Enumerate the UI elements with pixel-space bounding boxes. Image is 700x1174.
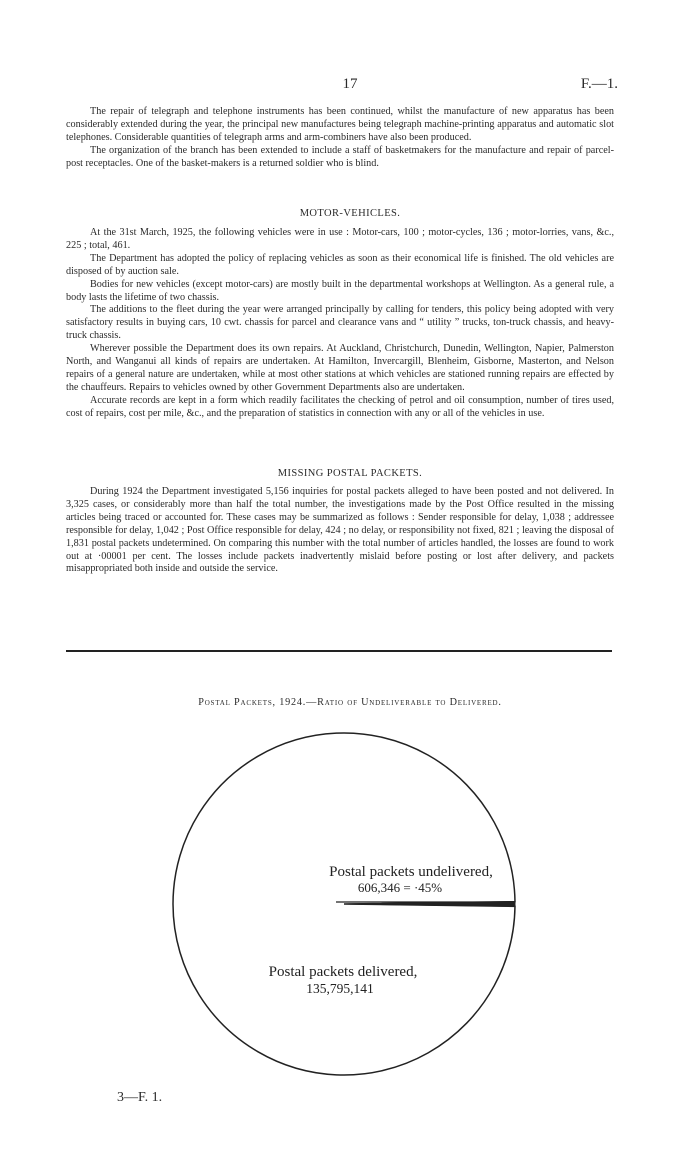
sheet-reference: 3—F. 1. (117, 1090, 163, 1105)
page-number: 17 (342, 76, 358, 92)
chart-title: Postal Packets, 1924.—Ratio of Undeliverable to Delivered. (198, 697, 502, 708)
paragraph: During 1924 the Department investigated 5,156 inquiries for postal packets alleged to have been posted and not delivered. In 3,325 cases, or considerably more than half the total number, the investigations made by the Post Office resulted in the missing articles being traced or accounted for. These cases may be summarized as follows : Sender responsible for delay, 1,038 ; addressee responsible for delay, 1,042 ; Post Office responsible for delay, 424 ; no delay, or responsibility not fixed, 821 ; leaving the disposal of 1,831 postal packets undetermined. On comparing this number with the total number of articles handled, the losses are found to work out at ·00001 per cent. The losses include packets inadvertently mislaid before posting or lost after delivery, and packets misappropriated both inside and outside the service. (66, 486, 614, 575)
paragraph: The repair of telegraph and telephone instruments has been continued, whilst the manufacture of new apparatus has been considerably extended during the year, the principal new manufactures being telegraph machine-printing apparatus and automatic slot telephones. Considerable quantities of telegraph arms and arm-combiners have also been produced. (66, 106, 614, 143)
undelivered-value: 606,346 = ·45% (357, 880, 443, 895)
delivered-value: 135,795,141 (306, 981, 374, 996)
paragraph: The Department has adopted the policy of replacing vehicles as soon as their economical life is finished. The old vehicles are disposed of by auction sale. (66, 252, 614, 277)
paragraph: The organization of the branch has been extended to include a staff of basketmakers for the manufacture and repair of parcel-post receptacles. One of the basket-makers is a returned soldier who is blind. (66, 144, 614, 169)
paragraph: The additions to the fleet during the year were arranged principally by calling for tenders, this policy being adopted with very satisfactory results in buying cars, 10 cwt. chassis for parcel and clearance vans and “ utility ” trucks, ton-truck chassis, and heavy-truck chassis. (66, 304, 614, 342)
delivered-label: Postal packets delivered, (268, 964, 418, 980)
paragraph: At the 31st March, 1925, the following vehicles were in use : Motor-cars, 100 ; motor-cycles, 136 ; motor-lorries, vans, &c., 225 ; total, 461. (66, 227, 614, 251)
motor-vehicles-heading: MOTOR-VEHICLES. (299, 208, 401, 219)
page-reference: F.—1. (580, 76, 618, 92)
paragraph: Wherever possible the Department does its own repairs. At Auckland, Christchurch, Dunedin, Wellington, Napier, Palmerston North, and Wanganui all kinds of repairs are undertaken. At Hamilton, Invercargill, Blenheim, Gisborne, Masterton, and Nelson repairs of a general nature are undertaken, while at most other stations at which vehicles are stationed running repairs are effected by the chauffeurs. Repairs to vehicles owned by other Government Departments also are undertaken. (66, 343, 614, 393)
paragraph: Bodies for new vehicles (except motor-cars) are mostly built in the departmental workshops at Wellington. As a general rule, a body lasts the lifetime of two chassis. (66, 278, 614, 303)
undelivered-label: Postal packets undelivered, (329, 864, 493, 880)
paragraph: Accurate records are kept in a form which readily facilitates the checking of petrol and oil consumption, number of tires used, cost of repairs, cost per mile, &c., and the preparation of statistics in connection with any or all of the vehicles in use. (66, 394, 614, 419)
missing-packets-heading: MISSING POSTAL PACKETS. (277, 468, 423, 479)
